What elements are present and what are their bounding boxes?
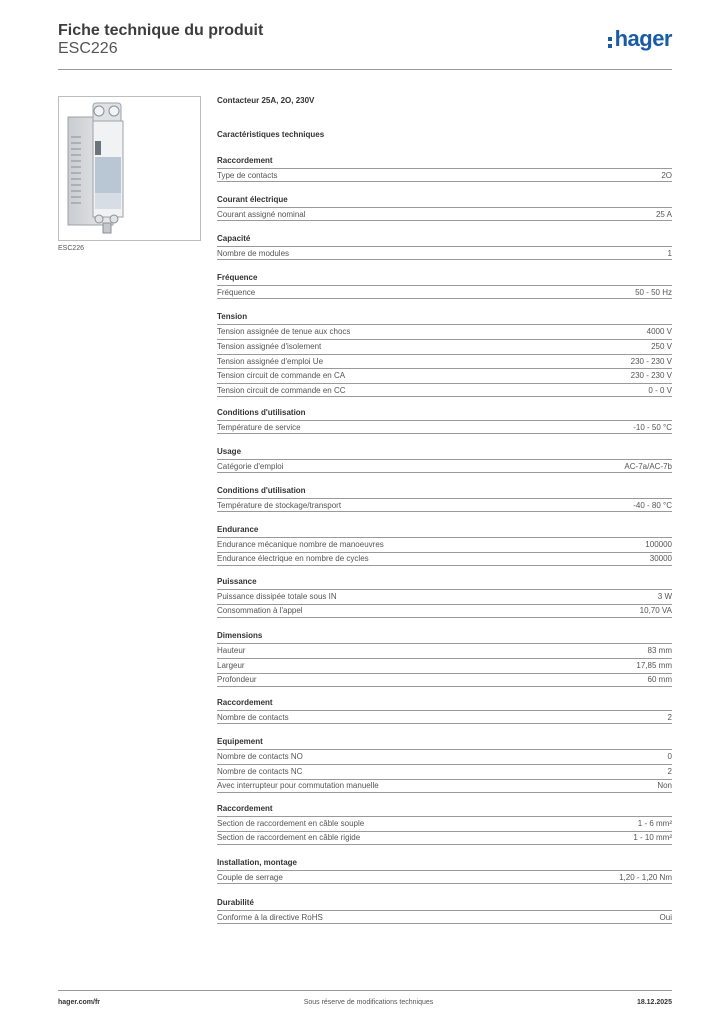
spec-value: -10 - 50 °C [633, 422, 672, 432]
spec-label: Conforme à la directive RoHS [217, 912, 323, 922]
page-footer [58, 990, 672, 1006]
logo-dots-icon [608, 37, 612, 48]
spec-label: Température de service [217, 422, 301, 432]
spec-value: -40 - 80 °C [633, 500, 672, 510]
spec-value: 250 V [651, 341, 672, 351]
spec-label: Nombre de contacts [217, 712, 289, 722]
spec-value: 4000 V [646, 327, 672, 336]
spec-value: 2O [661, 170, 672, 180]
logo-text: hager [614, 26, 672, 51]
footer-date: 18.12.2025 [636, 999, 672, 1006]
spec-value: 30000 [649, 554, 672, 564]
spec-label: Section de raccordement en câble rigide [217, 833, 361, 843]
footer-notice: Sous réserve de modifications techniques [303, 999, 434, 1006]
spec-value: 100000 [645, 540, 672, 549]
spec-value: 230 - 230 V [630, 356, 672, 366]
product-name: Contacteur 25A, 2O, 230V [217, 96, 315, 105]
spec-label: Courant assigné nominal [217, 209, 306, 219]
spec-label: Type de contacts [217, 170, 278, 180]
spec-label: Consommation à l'appel [217, 606, 303, 616]
spec-label: Tension circuit de commande en CC [217, 385, 346, 395]
section-title: Puissance [217, 577, 257, 586]
spec-label: Largeur [217, 660, 245, 670]
section-title: Durabilité [217, 898, 254, 907]
spec-label: Tension assignée d'isolement [217, 341, 322, 351]
spec-row [217, 552, 672, 566]
spec-value: Non [657, 781, 672, 791]
hager-logo [608, 26, 672, 52]
spec-value: 230 - 230 V [630, 371, 672, 381]
spec-row [217, 537, 672, 551]
spec-label: Tension circuit de commande en CA [217, 371, 346, 381]
spec-row [217, 420, 672, 434]
section-title: Fréquence [217, 273, 258, 282]
section-title: Conditions d'utilisation [217, 486, 306, 495]
section-title: Tension [217, 312, 248, 321]
spec-value: 3 W [657, 592, 672, 601]
spec-value: 10,70 VA [639, 606, 672, 616]
section-title: Courant électrique [217, 195, 288, 204]
spec-value: 1 [667, 248, 672, 258]
spec-row [217, 764, 672, 778]
spec-row [217, 870, 672, 884]
spec-label: Profondeur [217, 675, 257, 685]
spec-row [217, 831, 672, 845]
product-image [58, 96, 201, 241]
spec-row [217, 749, 672, 763]
spec-label: Nombre de modules [217, 248, 290, 258]
spec-label: Nombre de contacts NO [217, 752, 303, 761]
spec-value: 1 - 10 mm² [633, 833, 672, 843]
product-intro [217, 96, 672, 140]
spec-label: Endurance électrique en nombre de cycles [217, 554, 369, 564]
spec-value: 0 - 0 V [648, 385, 672, 395]
section-title: Usage [217, 447, 242, 456]
spec-row [217, 368, 672, 382]
section-title: Installation, montage [217, 858, 298, 867]
spec-row [217, 643, 672, 657]
spec-value: 60 mm [647, 675, 672, 685]
spec-value: AC-7a/AC-7b [624, 461, 672, 471]
spec-row [217, 459, 672, 473]
technical-characteristics-heading: Caractéristiques techniques [217, 130, 325, 139]
section-title: Equipement [217, 737, 263, 746]
spec-row [217, 285, 672, 299]
page-header [58, 22, 672, 70]
spec-row [217, 673, 672, 687]
section-title: Raccordement [217, 156, 273, 165]
section-title: Capacité [217, 234, 251, 243]
spec-label: Catégorie d'emploi [217, 461, 284, 471]
spec-row [217, 604, 672, 618]
spec-row [217, 498, 672, 512]
section-title: Dimensions [217, 631, 263, 640]
spec-label: Hauteur [217, 646, 246, 655]
spec-value: 25 A [655, 209, 672, 219]
spec-row [217, 779, 672, 793]
spec-label: Tension assignée de tenue aux chocs [217, 327, 351, 336]
spec-row [217, 246, 672, 260]
spec-value: 2 [667, 712, 672, 722]
contactor-illustration [59, 97, 200, 240]
product-reference: ESC226 [58, 40, 118, 57]
spec-row [217, 339, 672, 353]
spec-row [217, 354, 672, 368]
spec-row [217, 816, 672, 830]
spec-value: 50 - 50 Hz [635, 287, 672, 297]
image-caption: ESC226 [58, 245, 85, 252]
spec-value: 17,85 mm [636, 660, 672, 670]
spec-label: Endurance mécanique nombre de manoeuvres [217, 540, 384, 549]
page-title: Fiche technique du produit [58, 22, 264, 39]
section-title: Endurance [217, 525, 259, 534]
spec-value: 2 [667, 766, 672, 776]
footer-website: hager.com/fr [58, 999, 101, 1006]
spec-row [217, 910, 672, 924]
spec-row [217, 207, 672, 221]
spec-label: Puissance dissipée totale sous IN [217, 592, 337, 601]
spec-label: Nombre de contacts NC [217, 766, 303, 776]
spec-row [217, 383, 672, 397]
spec-row [217, 710, 672, 724]
spec-value: 1 - 6 mm² [637, 819, 672, 828]
spec-label: Fréquence [217, 287, 256, 297]
spec-label: Avec interrupteur pour commutation manuelle [217, 781, 379, 791]
section-title: Conditions d'utilisation [217, 408, 306, 417]
spec-value: 83 mm [647, 646, 672, 655]
section-title: Raccordement [217, 804, 273, 813]
spec-row [217, 589, 672, 603]
spec-label: Section de raccordement en câble souple [217, 819, 365, 828]
spec-row [217, 658, 672, 672]
spec-value: 0 [667, 752, 672, 761]
spec-value: Oui [659, 912, 672, 922]
spec-label: Tension assignée d'emploi Ue [217, 356, 324, 366]
spec-value: 1,20 - 1,20 Nm [619, 872, 672, 882]
spec-row [217, 324, 672, 338]
spec-row [217, 168, 672, 182]
section-title: Raccordement [217, 698, 273, 707]
spec-label: Couple de serrage [217, 872, 283, 882]
spec-label: Température de stockage/transport [217, 500, 342, 510]
